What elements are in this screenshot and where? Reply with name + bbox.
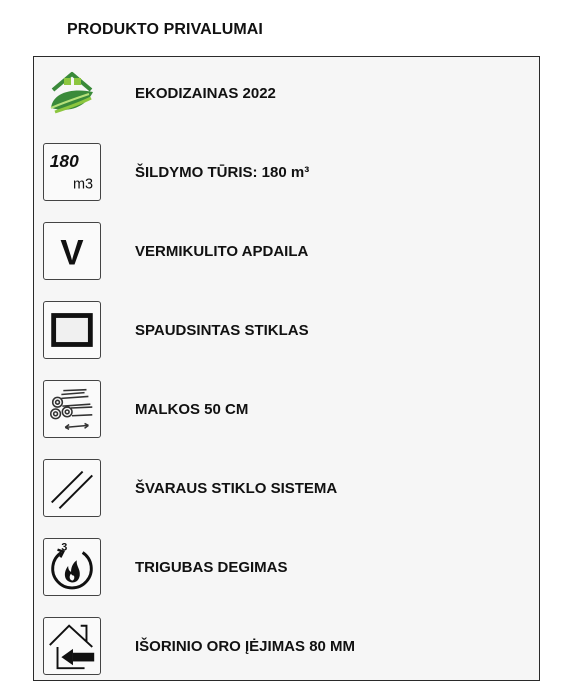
feature-label: ŠILDYMO TŪRIS: 180 m³: [135, 163, 310, 181]
external-air-intake-icon: [43, 617, 101, 675]
triple-burn-flame-icon: [43, 538, 101, 596]
icon-number-text: 3: [61, 541, 68, 554]
letter-v-icon: [43, 222, 101, 280]
features-panel: [33, 56, 540, 681]
feature-label: SPAUDSINTAS STIKLAS: [135, 321, 309, 339]
glass-frame-icon: [43, 301, 101, 359]
feature-row: [34, 140, 539, 204]
feature-row: [34, 61, 539, 125]
feature-row: [34, 219, 539, 283]
icon-letter-text: V: [60, 234, 84, 273]
feature-label: EKODIZAINAS 2022: [135, 84, 276, 102]
feature-label: IŠORINIO ORO ĮĖJIMAS 80 MM: [135, 637, 356, 655]
section-heading: PRODUKTO PRIVALUMAI: [67, 21, 263, 38]
feature-row: [34, 456, 539, 520]
icon-value-text: 180: [49, 151, 79, 172]
feature-label: ŠVARAUS STIKLO SISTEMA: [135, 479, 338, 497]
feature-row: [34, 614, 539, 678]
feature-row: [34, 298, 539, 362]
feature-row: [34, 535, 539, 599]
clean-glass-lines-icon: [43, 459, 101, 517]
eco-house-leaf-icon: [43, 64, 101, 122]
feature-row: [34, 377, 539, 441]
icon-unit-text: m3: [72, 176, 94, 193]
firewood-logs-icon: [43, 380, 101, 438]
feature-label: MALKOS 50 CM: [135, 400, 249, 418]
feature-label: VERMIKULITO APDAILA: [135, 242, 309, 260]
feature-label: TRIGUBAS DEGIMAS: [135, 558, 288, 576]
heating-volume-icon: [43, 143, 101, 201]
